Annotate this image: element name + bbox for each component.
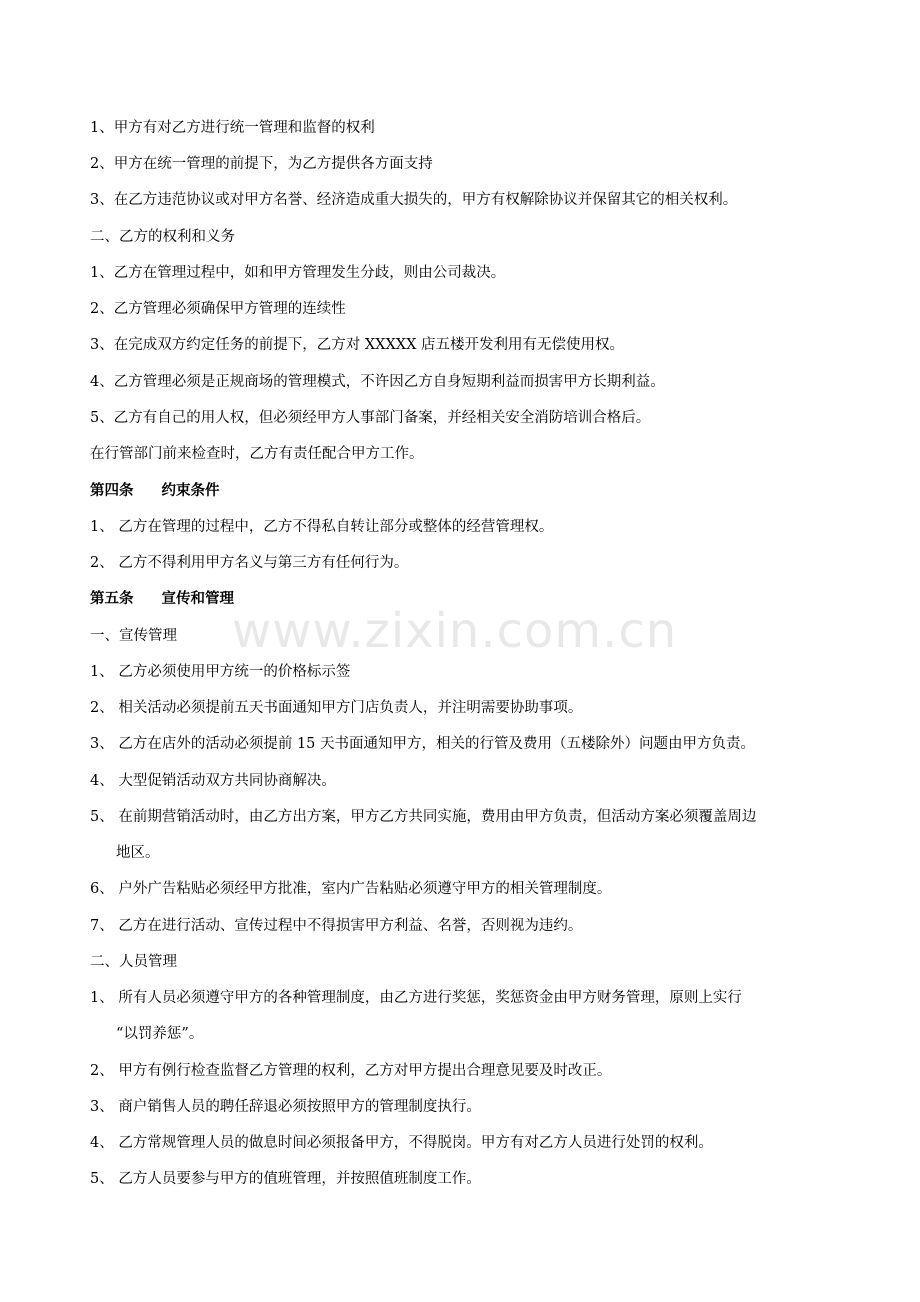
paragraph-line: 在行管部门前来检查时，乙方有责任配合甲方工作。 bbox=[90, 446, 424, 462]
paragraph-line: 2、 乙方不得利用甲方名义与第三方有任何行为。 bbox=[90, 555, 409, 571]
paragraph-line: 1、 乙方在管理的过程中，乙方不得私自转让部分或整体的经营管理权。 bbox=[90, 519, 554, 535]
article-title: 宣传和管理 bbox=[161, 590, 234, 607]
paragraph-line: 3、在乙方违范协议或对甲方名誉、经济造成重大损失的，甲方有权解除协议并保留其它的相关权利。 bbox=[90, 192, 738, 208]
paragraph-line: 5、 乙方人员要参与甲方的值班管理，并按照值班制度工作。 bbox=[90, 1171, 481, 1187]
section-heading: 二、人员管理 bbox=[90, 954, 177, 970]
watermark: www.zixin.com.cn bbox=[232, 603, 678, 659]
paragraph-line: 1、乙方在管理过程中，如和甲方管理发生分歧，则由公司裁决。 bbox=[90, 265, 506, 281]
article-title: 约束条件 bbox=[161, 482, 220, 499]
paragraph-line: 1、 所有人员必须遵守甲方的各种管理制度，由乙方进行奖惩，奖惩资金由甲方财务管理，原则上实行 bbox=[90, 990, 742, 1006]
section-heading: 二、乙方的权利和义务 bbox=[90, 229, 235, 245]
paragraph-line: 1、 乙方必须使用甲方统一的价格标示签 bbox=[90, 664, 351, 680]
article-number: 第五条 bbox=[90, 590, 134, 607]
paragraph-line: 3、 商户销售人员的聘任辞退必须按照甲方的管理制度执行。 bbox=[90, 1099, 481, 1115]
paragraph-line: 6、 户外广告粘贴必须经甲方批准，室内广告粘贴必须遵守甲方的相关管理制度。 bbox=[90, 881, 612, 897]
article-heading bbox=[90, 589, 234, 609]
article-number: 第四条 bbox=[90, 482, 134, 499]
article-heading bbox=[90, 481, 220, 501]
paragraph-line: 2、 甲方有例行检查监督乙方管理的权利，乙方对甲方提出合理意见要及时改正。 bbox=[90, 1063, 612, 1079]
paragraph-continuation: “以罚养惩”。 bbox=[116, 1026, 204, 1042]
paragraph-line: 2、乙方管理必须确保甲方管理的连续性 bbox=[90, 301, 346, 317]
paragraph-line: 2、 相关活动必须提前五天书面通知甲方门店负责人，并注明需要协助事项。 bbox=[90, 700, 583, 716]
paragraph-line: 2、甲方在统一管理的前提下，为乙方提供各方面支持 bbox=[90, 156, 433, 172]
paragraph-line: 4、 大型促销活动双方共同协商解决。 bbox=[90, 773, 336, 789]
paragraph-line: 5、乙方有自己的用人权，但必须经甲方人事部门备案，并经相关安全消防培训合格后。 bbox=[90, 410, 651, 426]
paragraph-continuation: 地区。 bbox=[116, 845, 160, 861]
paragraph-line: 4、乙方管理必须是正规商场的管理模式，不许因乙方自身短期利益而损害甲方长期利益。 bbox=[90, 374, 665, 390]
paragraph-line: 3、在完成双方约定任务的前提下，乙方对 XXXXX 店五楼开发利用有无偿使用权。 bbox=[90, 337, 625, 353]
paragraph-line: 4、 乙方常规管理人员的做息时间必须报备甲方，不得脱岗。甲方有对乙方人员进行处罚的权利。 bbox=[90, 1135, 713, 1151]
section-heading: 一、宣传管理 bbox=[90, 628, 177, 644]
paragraph-line: 1、甲方有对乙方进行统一管理和监督的权利 bbox=[90, 120, 375, 136]
paragraph-line: 5、 在前期营销活动时，由乙方出方案，甲方乙方共同实施，费用由甲方负责，但活动方案必须覆盖周边 bbox=[90, 809, 757, 825]
paragraph-line: 7、 乙方在进行活动、宣传过程中不得损害甲方利益、名誉，否则视为违约。 bbox=[90, 918, 583, 934]
paragraph-line: 3、 乙方在店外的活动必须提前 15 天书面通知甲方，相关的行管及费用（五楼除外）问题由甲方负责。 bbox=[90, 736, 755, 752]
